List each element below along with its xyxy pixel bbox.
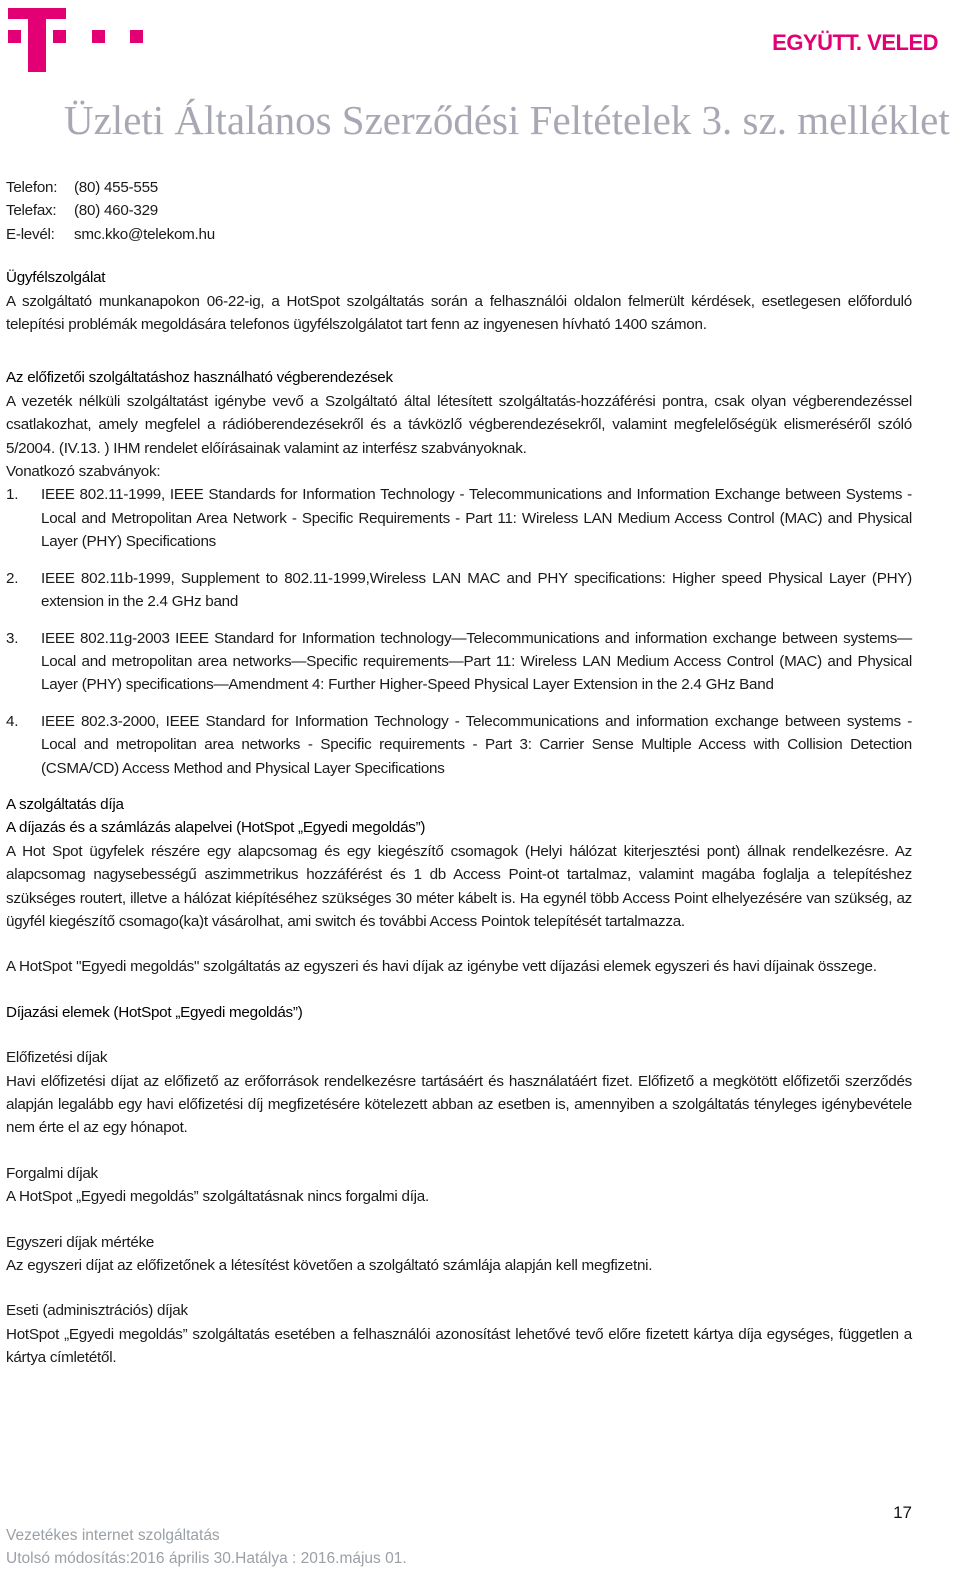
element-title: Előfizetési díjak — [6, 1049, 108, 1067]
element-text: Havi előfizetési díjat az előfizető az erőforrások rendelkezésre tartásáért és használatáért fizet. Előfizető a megkötött előfizetői szerződés alapján legalább egy havi előfizetési díj megfizetésére kötelezett abban az esetben is, amennyiben a szolgáltatás tényleges igénybevétele nem érte el az egy hónapot. — [6, 1072, 912, 1137]
contact-fax — [6, 199, 912, 222]
support-text: A szolgáltató munkanapokon 06-22-ig, a HotSpot szolgáltatás során a felhasználói oldalon felmerült kérdések, esetlegesen előforduló telepítési problémák megoldására telefonos ügyfélszolgálatot tart fenn az ingyenesen hívható 1400 számon. — [6, 292, 912, 334]
fee-subheading: A díjazás és a számlázás alapelvei (HotSpot „Egyedi megoldás”) — [6, 819, 426, 837]
devices-text: A vezeték nélküli szolgáltatást igénybe vevő a Szolgáltató által létesített szolgáltatás-hozzáférési pontra, csak olyan végberendezéssel csatlakozhat, amely megfelel a rádióberendezésekről és a távközlő végberendezésekről, valamint megfelelőségük elismeréséről szóló 5/2004. (IV.13. ) IHM rendelet előírásainak valamint az interfész szabványoknak. — [6, 392, 912, 457]
standard-text: IEEE 802.11b-1999, Supplement to 802.11-1999,Wireless LAN MAC and PHY specifications: Higher speed Physical Layer (PHY) extension in the 2.4 GHz band — [41, 569, 912, 611]
standard-text: IEEE 802.11-1999, IEEE Standards for Information Technology - Telecommunications and Information Exchange between Systems - Local and Metropolitan Area Network - Specific Requirements - Part 11: Wireless LAN Medium Access Control (MAC) and Physical Layer (PHY) Specifications — [41, 486, 912, 551]
document-body — [6, 176, 912, 1370]
element-title: Forgalmi díjak — [6, 1164, 98, 1182]
element-title: Eseti (adminisztrációs) díjak — [6, 1302, 188, 1320]
footer-modified: Utolsó módosítás:2016 április 30.Hatálya : 2016.május 01. — [6, 1550, 407, 1567]
standard-number: 3. — [6, 629, 19, 647]
contact-email — [6, 223, 912, 246]
standard-item — [6, 567, 912, 614]
page-title: Üzleti Általános Szerződési Feltételek 3. sz. melléklet — [64, 97, 950, 143]
devices-heading: Az előfizetői szolgáltatáshoz használható végberendezések — [6, 369, 393, 387]
brand-slogan: EGYÜTT. VELED — [772, 30, 938, 55]
element-text: HotSpot „Egyedi megoldás” szolgáltatás esetében a felhasználói azonosítást lehetővé tevő előre fizetett kártya díja egységes, független a kártya címletétől. — [6, 1325, 912, 1367]
contact-value: (80) 455-555 — [74, 179, 158, 196]
standard-text: IEEE 802.11g-2003 IEEE Standard for Information technology—Telecommunications and information exchange between systems—Local and metropolitan area networks—Specific requirements—Part 11: Wireless LAN Medium Access Control (MAC) and Physical Layer (PHY) specifications—Amendment 4: Further Higher-Speed Physical Layer Extension in the 2.4 GHz Band — [41, 629, 912, 694]
contact-value: smc.kko@telekom.hu — [74, 225, 215, 243]
fee-heading: A szolgáltatás díja — [6, 795, 124, 813]
contact-label: Telefax: — [6, 202, 57, 220]
footer — [6, 1524, 407, 1570]
element-text: Az egyszeri díjat az előfizetőnek a létesítést követően a szolgáltató számlája alapján kell megfizetni. — [6, 1257, 653, 1275]
element-title: Egyszeri díjak mértéke — [6, 1233, 155, 1251]
fee-paragraph: A Hot Spot ügyfelek részére egy alapcsomag és egy kiegészítő csomagok (Helyi hálózat kiterjesztési pont) állnak rendelkezésre. Az alapcsomag nagysebességű aszimmetrikus hozzáférést és 1 db Access Point-ot tartalmaz, valamint magába foglalja a telepítéshez szükséges routert, illetve a hálózat kiépítéséhez szükséges 30 méter kábelt is. Ha egynél több Access Point elhelyezésére van szükség, az ügyfél kiegészítő csomago(ka)t vásárolhat, ami switch és további Access Pointok telepítését tartalmazza. — [6, 842, 912, 930]
standard-item — [6, 710, 912, 780]
standard-item — [6, 483, 912, 553]
telekom-logo — [8, 8, 143, 72]
contact-value: (80) 460-329 — [74, 202, 158, 220]
standard-item — [6, 627, 912, 697]
contact-block — [6, 176, 912, 246]
contact-label: E-levél: — [6, 225, 55, 243]
contact-phone — [6, 176, 912, 199]
standard-number: 2. — [6, 569, 19, 587]
standard-text: IEEE 802.3-2000, IEEE Standard for Information Technology - Telecommunications and information exchange between systems - Local and metropolitan area networks - Specific requirements - Part 3: Carrier Sense Multiple Access with Collision Detection (CSMA/CD) Access Method and Physical Layer Specifications — [41, 712, 912, 777]
fee-paragraph: A HotSpot "Egyedi megoldás" szolgáltatás az egyszeri és havi díjak az igénybe vett díjazási elemek egyszeri és havi díjainak összege. — [6, 958, 877, 976]
support-heading: Ügyfélszolgálat — [6, 269, 106, 287]
contact-label: Telefon: — [6, 179, 58, 196]
footer-service: Vezetékes internet szolgáltatás — [6, 1527, 220, 1544]
standard-number: 1. — [6, 486, 19, 504]
page-number: 17 — [893, 1503, 912, 1522]
elements-heading: Díjazási elemek (HotSpot „Egyedi megoldás”) — [6, 1003, 303, 1021]
standard-number: 4. — [6, 712, 19, 730]
element-text: A HotSpot „Egyedi megoldás” szolgáltatásnak nincs forgalmi díja. — [6, 1188, 429, 1206]
standards-label: Vonatkozó szabványok: — [6, 463, 161, 481]
